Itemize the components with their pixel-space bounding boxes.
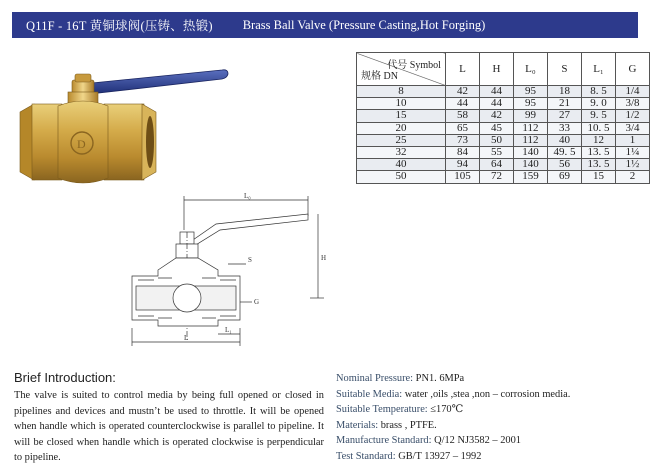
cell: 65: [445, 122, 479, 134]
label-L0: L₀: [244, 192, 251, 200]
cell: 64: [480, 159, 514, 171]
cell: 12: [581, 134, 615, 146]
symbol-header: 代号 Symbol: [387, 60, 441, 71]
param-key: Test Standard:: [336, 450, 396, 462]
english-title: Brass Ball Valve (Pressure Casting,Hot Forging): [242, 17, 486, 32]
param-materials: [336, 418, 636, 434]
cell: 8: [357, 86, 446, 98]
cell: 2: [615, 171, 649, 183]
table-row: [357, 146, 650, 158]
col-header-L: L: [445, 53, 479, 86]
param-value: ≤170℃: [427, 404, 464, 415]
cell: 1: [615, 134, 649, 146]
cell: 10. 5: [581, 122, 615, 134]
param-key: Materials:: [336, 419, 379, 431]
param-manufacture-standard: [336, 433, 636, 449]
cell: 40: [548, 134, 582, 146]
cell: 140: [513, 159, 547, 171]
param-value: GB/T 13927 – 1992: [395, 450, 482, 462]
cell: 3/8: [615, 98, 649, 110]
cell: 105: [445, 171, 479, 183]
cell: 1/2: [615, 110, 649, 122]
param-suitable-media: [336, 387, 636, 403]
param-suitable-temperature: [336, 402, 636, 418]
col-header-G: G: [615, 53, 649, 86]
title-banner: [12, 12, 638, 38]
cell: 44: [445, 98, 479, 110]
cell: 15: [357, 110, 446, 122]
col-header-H: H: [480, 53, 514, 86]
cell: 25: [357, 134, 446, 146]
cell: 3/4: [615, 122, 649, 134]
intro-text: The valve is suited to control media by being full opened or closed in pipelines and devices and mustn’t be used to throttle. It will be opened when handle which is operated counterclockwise is parallel to pipeline. It will be closed when handle which is operated clockwise is perpendicular to pipeline.: [14, 390, 324, 464]
col-header-L0: L₀: [513, 53, 547, 86]
cell: 112: [513, 134, 547, 146]
intro-heading: Brief Introduction:: [14, 370, 116, 385]
cell: 20: [357, 122, 446, 134]
table-row: [357, 134, 650, 146]
param-value: brass , PTFE.: [378, 419, 437, 431]
param-nominal-pressure: [336, 371, 636, 387]
col-header-L1: L₁: [581, 53, 615, 86]
cell: 27: [548, 110, 582, 122]
dn-header: 规格 DN: [361, 71, 398, 82]
cell: 1½: [615, 159, 649, 171]
cell: 94: [445, 159, 479, 171]
cell: 45: [480, 122, 514, 134]
param-key: Manufacture Standard:: [336, 435, 432, 446]
cell: 42: [445, 86, 479, 98]
cell: 95: [513, 86, 547, 98]
cell: 9. 5: [581, 110, 615, 122]
cell: 99: [513, 110, 547, 122]
svg-text:D: D: [77, 137, 86, 151]
cell: 40: [357, 159, 446, 171]
spec-table: [356, 52, 650, 184]
cell: 13. 5: [581, 146, 615, 158]
cell: 9. 0: [581, 98, 615, 110]
table-row: [357, 98, 650, 110]
model-code-title: Q11F - 16T 黄铜球阀(压铸、热锻): [26, 19, 213, 33]
cell: 1¼: [615, 146, 649, 158]
cell: 55: [480, 146, 514, 158]
cell: 1/4: [615, 86, 649, 98]
label-L: L: [184, 334, 189, 342]
cell: 159: [513, 171, 547, 183]
param-value: PN1. 6MPa: [413, 373, 465, 384]
valve-photo: [12, 48, 247, 208]
cell: 84: [445, 146, 479, 158]
param-value: water ,oils ,stea ,non – corrosion media.: [402, 388, 571, 400]
label-S: S: [248, 256, 252, 264]
cell: 72: [480, 171, 514, 183]
param-value: Q/12 NJ3582 – 2001: [431, 435, 521, 446]
cell: 50: [357, 171, 446, 183]
param-key: Nominal Pressure:: [336, 373, 414, 384]
cell: 13. 5: [581, 159, 615, 171]
table-row: [357, 159, 650, 171]
table-corner-header: [357, 53, 446, 86]
cell: 95: [513, 98, 547, 110]
table-row: [357, 122, 650, 134]
cell: 44: [480, 98, 514, 110]
cell: 8. 5: [581, 86, 615, 98]
cell: 112: [513, 122, 547, 134]
cell: 33: [548, 122, 582, 134]
param-key: Suitable Media:: [336, 388, 403, 400]
label-H: H: [321, 254, 327, 262]
cell: 69: [548, 171, 582, 183]
cell: 49. 5: [548, 146, 582, 158]
label-L1: L₁: [225, 326, 232, 334]
cell: 42: [480, 110, 514, 122]
cell: 32: [357, 146, 446, 158]
cell: 21: [548, 98, 582, 110]
cell: 56: [548, 159, 582, 171]
cell: 73: [445, 134, 479, 146]
cell: 15: [581, 171, 615, 183]
cell: 10: [357, 98, 446, 110]
table-row: [357, 171, 650, 183]
parameters-list: [336, 371, 636, 464]
label-G: G: [254, 298, 260, 306]
table-row: [357, 86, 650, 98]
technical-drawing: [128, 190, 338, 350]
cell: 18: [548, 86, 582, 98]
cell: 50: [480, 134, 514, 146]
param-test-standard: [336, 449, 636, 465]
param-key: Suitable Temperature:: [336, 404, 428, 415]
cell: 140: [513, 146, 547, 158]
cell: 58: [445, 110, 479, 122]
cell: 44: [480, 86, 514, 98]
col-header-S: S: [548, 53, 582, 86]
table-row: [357, 110, 650, 122]
